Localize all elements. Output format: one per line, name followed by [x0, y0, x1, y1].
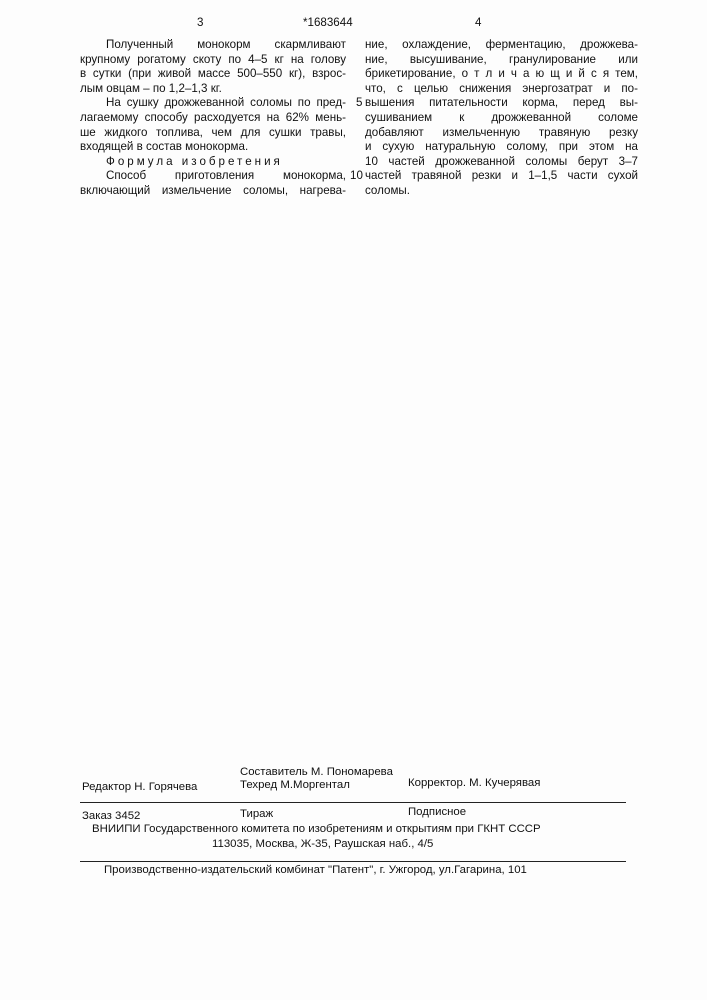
- divider: [80, 802, 626, 803]
- text-line: ние, высушивание, гранулирование или: [365, 53, 638, 68]
- publisher: Производственно-издательский комбинат "Патент", г. Ужгород, ул.Гагарина, 101: [104, 864, 527, 876]
- patent-page: [0, 0, 707, 1000]
- text-line: На сушку дрожжеванной соломы по пред-: [80, 96, 346, 111]
- divider: [80, 861, 626, 862]
- text-line: и сухую натуральную солому, при этом на: [365, 140, 638, 155]
- techred: Техред М.Моргентал: [240, 779, 350, 791]
- text-line: крупному рогатому скоту по 4–5 кг на голову: [80, 53, 346, 68]
- text-line: соломы.: [365, 184, 638, 199]
- corrector: Корректор. М. Кучерявая: [408, 777, 540, 789]
- text-line: в сутки (при живой массе 500–550 кг), взрос-: [80, 67, 346, 82]
- text-line: лым овцам – по 1,2–1,3 кг.: [80, 82, 346, 97]
- text-line: ние, охлаждение, ферментацию, дрожжева-: [365, 38, 638, 53]
- organization: ВНИИПИ Государственного комитета по изобретениям и открытиям при ГКНТ СССР: [92, 823, 541, 835]
- left-column: [80, 38, 346, 199]
- address: 113035, Москва, Ж-35, Раушская наб., 4/5: [212, 838, 433, 850]
- text-line: Способ приготовления монокорма,: [80, 169, 346, 184]
- subscription: Подписное: [408, 806, 466, 818]
- text-line: частей травяной резки и 1–1,5 части сухой: [365, 169, 638, 184]
- text-line: добавляют измельченную травяную резку: [365, 126, 638, 141]
- text-line: ше жидкого топлива, чем для сушки травы,: [80, 126, 346, 141]
- editor: Редактор Н. Горячева: [82, 781, 197, 793]
- text-line: что, с целью снижения энергозатрат и по-: [365, 82, 638, 97]
- order-number: Заказ 3452: [82, 810, 140, 822]
- text-line: 10 частей дрожжеванной соломы берут 3–7: [365, 155, 638, 170]
- text-line: брикетирование, о т л и ч а ю щ и й с я тем,: [365, 67, 638, 82]
- line-number-5: 5: [356, 96, 362, 109]
- text-line: Формула изобретения: [80, 155, 346, 170]
- text-line: включающий измельчение соломы, нагрева-: [80, 184, 346, 199]
- compiler: Составитель М. Пономарева: [240, 766, 393, 778]
- text-line: лагаемому способу расходуется на 62% мень-: [80, 111, 346, 126]
- patent-number: *1683644: [303, 16, 353, 29]
- circulation: Тираж: [240, 808, 273, 820]
- text-line: входящей в состав монокорма.: [80, 140, 346, 155]
- text-line: вышения питательности корма, перед вы-: [365, 96, 638, 111]
- text-line: Полученный монокорм скармливают: [80, 38, 346, 53]
- line-number-10: 10: [350, 169, 363, 182]
- text-line: сушиванием к дрожжеванной соломе: [365, 111, 638, 126]
- page-number-right: 4: [475, 16, 481, 29]
- page-number-left: 3: [197, 16, 203, 29]
- right-column: [365, 38, 638, 199]
